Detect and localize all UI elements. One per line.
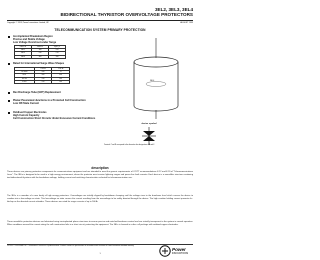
table-cell: 75: [52, 71, 70, 74]
table-cell: 150: [34, 77, 52, 80]
header-rule: [7, 20, 193, 21]
description-title: description: [91, 166, 109, 170]
thyristor-symbol-icon: [134, 127, 164, 145]
table-cell: 150: [34, 80, 52, 83]
feature-text: Rex Discharge Tube (GDT) Replacement: [13, 91, 61, 94]
table-cell: 270: [49, 52, 66, 55]
table-header-cell: VDRM V: [31, 46, 48, 49]
bullet-icon: [8, 112, 10, 114]
table-cell: 5/310: [15, 80, 35, 83]
feature-item: [8, 111, 100, 120]
company-logo: [159, 245, 193, 257]
table-cell: 3EL4: [15, 55, 32, 58]
bullet-icon: [8, 36, 10, 38]
feature-item: [8, 35, 100, 44]
table-cell: 180: [31, 49, 48, 52]
table-cell: 10/1000: [15, 71, 35, 74]
package-drawing: [118, 36, 194, 120]
document-subtitle: BIDIRECTIONAL THYRISTOR OVERVOLTAGE PROTECTORS: [60, 12, 193, 17]
table-cell: 230: [31, 52, 48, 55]
device-symbol-title: device symbol: [141, 123, 157, 125]
table-cell: 3EL3: [15, 52, 32, 55]
feature-item: [8, 99, 100, 105]
feature-text: Planar Passivated Junctions in a Protected Cell Construction Low Off-State Current: [13, 99, 86, 105]
package-label: 3EL4: [150, 80, 155, 82]
table-cell: 3EL2: [15, 49, 32, 52]
part-numbers: 3EL2, 3EL3, 3EL4: [154, 7, 193, 12]
feature-item: [8, 62, 100, 65]
bullet-icon: [8, 63, 10, 65]
table-cell: 300: [31, 55, 48, 58]
surge-rating-table: [14, 67, 70, 84]
page-number: 1: [99, 253, 101, 255]
symbol-note: Terminals T and R correspond to the alternative line designations of A and K: [104, 145, 155, 146]
table-cell: 100: [34, 71, 52, 74]
logo-text: Power: [172, 246, 186, 252]
bullet-icon: [8, 92, 10, 94]
feature-text: Rated for International Surge Wave Shapes: [13, 62, 65, 65]
feature-item: [8, 91, 100, 94]
bullet-icon: [8, 100, 10, 102]
page-header: [7, 7, 193, 25]
table-cell: 500: [34, 74, 52, 77]
table-cell: 220: [49, 49, 66, 52]
table-cell: 100: [52, 80, 70, 83]
table-header-cell: V(BO) V: [49, 46, 66, 49]
document-date: AUGUST 1993: [180, 21, 193, 24]
table-header-cell: ITSP A: [34, 68, 52, 71]
table-cell: 8/20: [15, 74, 35, 77]
logo-subtext: INNOVATIONS: [172, 251, 189, 255]
disc-package-icon: [118, 36, 194, 120]
description-paragraph: The 3ELx is a member of a new family of high energy protectors. Overvoltages are initially clipped by breakdown clamping until the voltage rises to the breakover level which causes the device to crowbar into a low-voltage on state. This low-voltage on state causes the current resulting from the overvoltage to be safely diverted through the device. The high crowbar holding current prevents d.c. latchup as the diverted current subsides. These devices are rated for surge currents of up to 500 A.: [7, 195, 193, 204]
section-title: TELECOMMUNICATION SYSTEM PRIMARY PROTECTION: [54, 27, 146, 32]
document-title: [61, 7, 193, 17]
voltage-table: [14, 45, 66, 59]
table-cell: 100: [52, 77, 70, 80]
table-row: [15, 80, 70, 83]
feature-text: Ion-Implanted Breakdown Region Precise and Stable Voltage Low Voltage Overshoot under Surge: [13, 35, 57, 44]
description-paragraph: These devices are primary protection components for communications equipment and are intended to meet the generic requirements of CCITT recommendations K.12 and K.20 of "Telecommunications Lines". The 3ELx is designed to be used in a high energy environment, where the protector must survive lightning surges and power line fault currents. Each device is a monolithic structure containing two bidirectional thyristors with the breakdown voltage, holding current and switching characteristics selected for telecommunication use.: [7, 171, 193, 180]
footer-note: PRODUCT INFORMATION — Information is current as of publication date. Products conform to specifications in accordance with the terms of Power Innovations standard warranty.: [7, 246, 135, 247]
table-cell: 350: [52, 74, 70, 77]
table-header-cell: DEVICE: [15, 46, 32, 49]
table-cell: 350: [49, 55, 66, 58]
table-cell: 10/700: [15, 77, 35, 80]
description-paragraph: These monolithic protection devices are fabricated using ion-implanted planar structures to ensure precise and matched breakover control and are virtually transparent to the system in normal operation. When conditions exceed the current rating the cell construction fails to a short circuit, protecting the equipment. The 3ELx is housed in a disc cell package with oxidised copper electrodes.: [7, 221, 193, 227]
table-header-cell: ITSP A: [52, 68, 70, 71]
logo-mark-icon: [159, 245, 171, 257]
copyright-notice: Copyright © 1993, Power Innovations Limited, UK: [7, 21, 49, 24]
table-row: [15, 55, 66, 58]
feature-text: Oxidised Copper Electrodes High Current Capacity Cell Construction Short Circuits Under Excessive Current Conditions: [13, 111, 96, 120]
